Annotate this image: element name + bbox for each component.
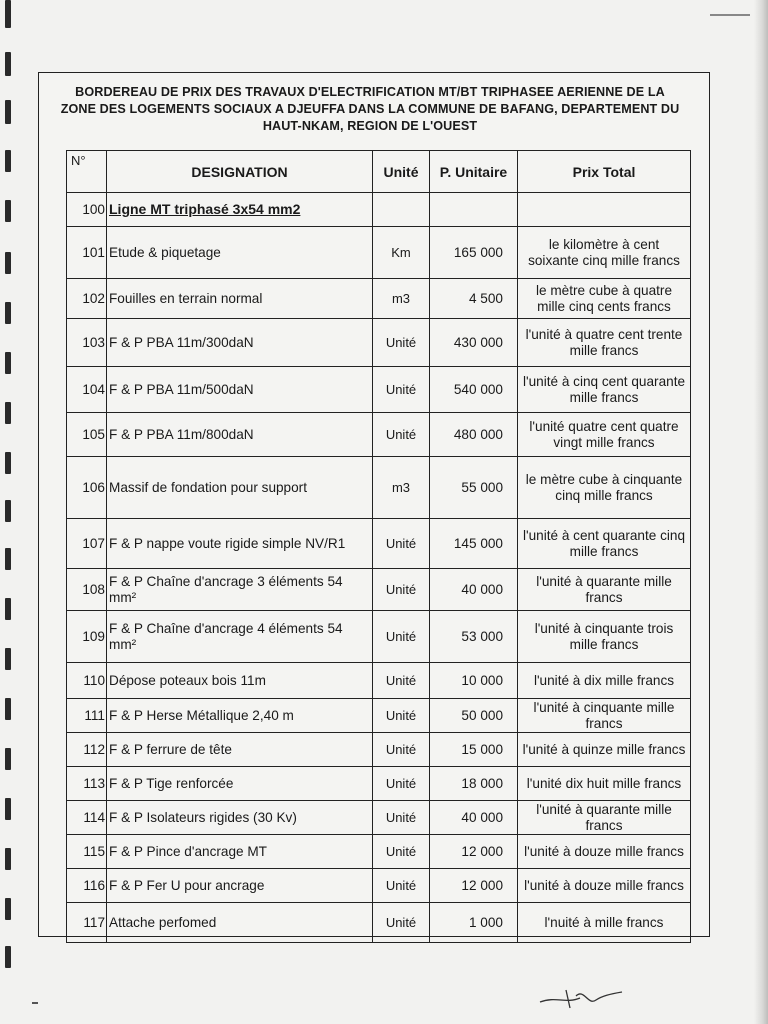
row-designation: F & P Tige renforcée [107, 767, 373, 801]
binder-hole [5, 352, 11, 374]
binder-hole [5, 150, 11, 172]
row-prix-total: l'unité à cinquante trois mille francs [518, 611, 691, 663]
table-row [67, 611, 691, 663]
row-designation: F & P Chaîne d'ancrage 3 éléments 54 mm² [107, 569, 373, 611]
table-row [67, 801, 691, 835]
header-number: N° [67, 151, 107, 193]
row-unite: m3 [373, 457, 430, 519]
row-number: 117 [67, 903, 107, 943]
header-prix-total: Prix Total [518, 151, 691, 193]
row-unite: Unité [373, 319, 430, 367]
row-prix-total: l'unité à quatre cent trente mille francs [518, 319, 691, 367]
row-unite: Unité [373, 569, 430, 611]
row-unite: Unité [373, 611, 430, 663]
row-number: 107 [67, 519, 107, 569]
table-row [67, 319, 691, 367]
row-prix-unitaire: 55 000 [430, 457, 518, 519]
section-number: 100 [67, 193, 107, 227]
row-prix-unitaire: 40 000 [430, 801, 518, 835]
binder-hole [5, 698, 11, 720]
binder-hole [5, 52, 11, 76]
row-unite: Unité [373, 663, 430, 699]
header-prix-unitaire: P. Unitaire [430, 151, 518, 193]
row-number: 114 [67, 801, 107, 835]
page-edge-shadow [754, 0, 768, 1024]
row-number: 113 [67, 767, 107, 801]
row-prix-unitaire: 480 000 [430, 413, 518, 457]
binder-hole [5, 748, 11, 770]
scan-mark [32, 1002, 38, 1004]
table-header-row [67, 151, 691, 193]
row-prix-unitaire: 12 000 [430, 835, 518, 869]
row-prix-total: le mètre cube à cinquante cinq mille francs [518, 457, 691, 519]
row-prix-unitaire: 12 000 [430, 869, 518, 903]
binder-hole [5, 100, 11, 124]
row-prix-total: l'unité à quinze mille francs [518, 733, 691, 767]
row-prix-unitaire: 50 000 [430, 699, 518, 733]
table-row [67, 367, 691, 413]
row-number: 104 [67, 367, 107, 413]
header-unite: Unité [373, 151, 430, 193]
binder-hole [5, 0, 11, 28]
table-row [67, 279, 691, 319]
row-designation: Massif de fondation pour support [107, 457, 373, 519]
row-prix-unitaire: 18 000 [430, 767, 518, 801]
row-prix-total: l'unité à douze mille francs [518, 835, 691, 869]
row-number: 108 [67, 569, 107, 611]
section-label [107, 193, 373, 227]
row-number: 101 [67, 227, 107, 279]
title-line: HAUT-NKAM, REGION DE L'OUEST [262, 119, 478, 133]
row-unite: Unité [373, 835, 430, 869]
table-row [67, 457, 691, 519]
row-number: 112 [67, 733, 107, 767]
row-prix-unitaire: 53 000 [430, 611, 518, 663]
empty-cell [518, 193, 691, 227]
row-prix-total: le kilomètre à cent soixante cinq mille francs [518, 227, 691, 279]
row-prix-unitaire: 40 000 [430, 569, 518, 611]
section-label-text: Ligne MT triphasé 3x54 mm2 [109, 201, 301, 217]
header-designation: DESIGNATION [107, 151, 373, 193]
row-designation: Etude & piquetage [107, 227, 373, 279]
row-unite: Unité [373, 869, 430, 903]
row-number: 116 [67, 869, 107, 903]
row-designation: F & P Pince d'ancrage MT [107, 835, 373, 869]
row-number: 109 [67, 611, 107, 663]
empty-cell [430, 193, 518, 227]
table-row [67, 733, 691, 767]
row-designation: Attache perfomed [107, 903, 373, 943]
row-number: 110 [67, 663, 107, 699]
row-prix-unitaire: 540 000 [430, 367, 518, 413]
row-designation: F & P PBA 11m/800daN [107, 413, 373, 457]
binder-hole [5, 648, 11, 670]
row-prix-unitaire: 1 000 [430, 903, 518, 943]
row-unite: Unité [373, 767, 430, 801]
binder-hole [5, 302, 11, 324]
row-designation: F & P Isolateurs rigides (30 Kv) [107, 801, 373, 835]
table-row [67, 869, 691, 903]
binder-hole [5, 898, 11, 920]
row-designation: F & P nappe voute rigide simple NV/R1 [107, 519, 373, 569]
binder-hole [5, 798, 11, 820]
row-prix-unitaire: 15 000 [430, 733, 518, 767]
binder-hole [5, 848, 11, 870]
table-row [67, 835, 691, 869]
row-prix-total: l'unité quatre cent quatre vingt mille francs [518, 413, 691, 457]
row-unite: Unité [373, 733, 430, 767]
binder-hole [5, 946, 11, 968]
table-row [67, 227, 691, 279]
row-designation: F & P PBA 11m/300daN [107, 319, 373, 367]
row-prix-total: le mètre cube à quatre mille cinq cents francs [518, 279, 691, 319]
binder-hole [5, 402, 11, 424]
row-number: 111 [67, 699, 107, 733]
row-prix-total: l'nuité à mille francs [518, 903, 691, 943]
table-row [67, 903, 691, 943]
row-designation: F & P Herse Métallique 2,40 m [107, 699, 373, 733]
row-number: 106 [67, 457, 107, 519]
row-prix-unitaire: 145 000 [430, 519, 518, 569]
row-unite: Unité [373, 413, 430, 457]
table-row [67, 519, 691, 569]
row-prix-unitaire: 430 000 [430, 319, 518, 367]
row-prix-unitaire: 165 000 [430, 227, 518, 279]
row-designation: Fouilles en terrain normal [107, 279, 373, 319]
row-prix-total: l'unité à quarante mille francs [518, 801, 691, 835]
row-designation: F & P ferrure de tête [107, 733, 373, 767]
row-designation: Dépose poteaux bois 11m [107, 663, 373, 699]
row-prix-total: l'unité à douze mille francs [518, 869, 691, 903]
row-designation: F & P Fer U pour ancrage [107, 869, 373, 903]
table-row [67, 699, 691, 733]
row-prix-unitaire: 4 500 [430, 279, 518, 319]
row-prix-total: l'unité à cinquante mille francs [518, 699, 691, 733]
row-prix-total: l'unité dix huit mille francs [518, 767, 691, 801]
binder-hole [5, 548, 11, 570]
binder-hole [5, 252, 11, 274]
table-row [67, 413, 691, 457]
row-number: 105 [67, 413, 107, 457]
row-designation: F & P PBA 11m/500daN [107, 367, 373, 413]
row-unite: Unité [373, 699, 430, 733]
section-row [67, 193, 691, 227]
row-unite: Unité [373, 519, 430, 569]
price-table [66, 150, 691, 943]
row-unite: Unité [373, 801, 430, 835]
row-unite: Unité [373, 367, 430, 413]
title-line: BORDEREAU DE PRIX DES TRAVAUX D'ELECTRIFICATION MT/BT TRIPHASEE AERIENNE DE LA [75, 85, 665, 99]
row-unite: m3 [373, 279, 430, 319]
table-row [67, 569, 691, 611]
row-prix-total: l'unité à cent quarante cinq mille francs [518, 519, 691, 569]
document-title [30, 84, 710, 135]
table-row [67, 663, 691, 699]
row-prix-total: l'unité à cinq cent quarante mille francs [518, 367, 691, 413]
row-number: 103 [67, 319, 107, 367]
signature-mark [536, 982, 626, 1012]
title-line: ZONE DES LOGEMENTS SOCIAUX A DJEUFFA DANS LA COMMUNE DE BAFANG, DEPARTEMENT DU [60, 102, 680, 116]
row-prix-total: l'unité à quarante mille francs [518, 569, 691, 611]
binder-hole [5, 452, 11, 474]
row-unite: Unité [373, 903, 430, 943]
empty-cell [373, 193, 430, 227]
row-prix-unitaire: 10 000 [430, 663, 518, 699]
binder-hole [5, 598, 11, 620]
row-number: 102 [67, 279, 107, 319]
table-row [67, 767, 691, 801]
row-prix-total: l'unité à dix mille francs [518, 663, 691, 699]
row-number: 115 [67, 835, 107, 869]
binder-hole [5, 500, 11, 522]
binder-hole [5, 200, 11, 222]
row-unite: Km [373, 227, 430, 279]
scan-mark [710, 14, 750, 16]
row-designation: F & P Chaîne d'ancrage 4 éléments 54 mm² [107, 611, 373, 663]
